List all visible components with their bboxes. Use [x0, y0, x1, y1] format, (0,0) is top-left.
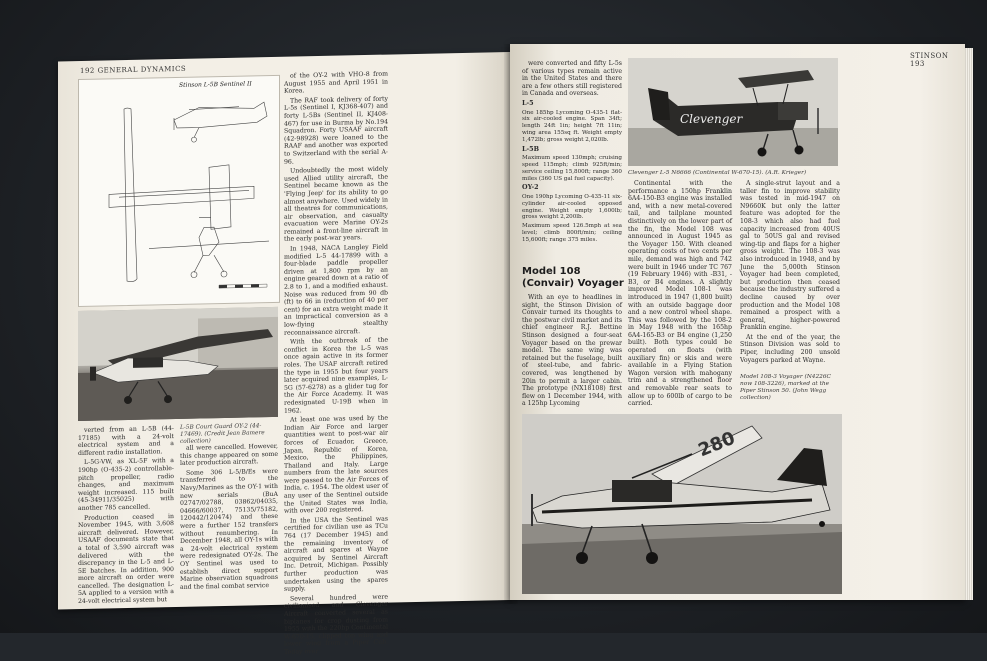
open-book [38, 30, 973, 605]
clevenger-lettering: Clevenger [680, 112, 742, 126]
drawing-label: Stinson L-5B Sentinel II [179, 80, 252, 89]
left-bottom-column-b: all were cancelled. However, this change appeared on some later production aircraft. Some 306 L-5/B/Es were transferred to the Navy/Marines as the OY-1 with new serials (BuA 02747/02788, 03862/04035, 04666/60037, 75135/75182, 120442/120474) and these were a further 152 transfers without renumbering. In December 1948, all OY-1s with a 24-volt electrical system were redesignated OY-2s. The OY Sentinel was used to establish direct support Marine observation squadrons and the final combat service [180, 443, 278, 600]
right-page [510, 44, 965, 600]
left-running-head: 192 GENERAL DYNAMICS [80, 65, 186, 75]
l5-photo-caption: L-5B Court Guard OY-2 (44-17469). (Credit Jean Bamere collection) [180, 423, 278, 446]
three-view-drawing [78, 75, 280, 307]
section-heading-voyager: Model 108 (Convair) Voyager [522, 266, 626, 290]
aircraft-drawing-svg [79, 76, 279, 306]
voyager-registration-lettering: 280 [695, 428, 738, 462]
voyager-photo-caption: Model 108-3 Voyager (N4226C now 108-3226), marked at the Piper Stinson 50. (John Wegg collection) [740, 374, 840, 402]
right-column-3-body: A single-strut layout and a taller fin to improve stability was tested in mid-1947 on N9660K but only the latter feature was adopted for the 108-3 which also had fuel capacity increased from 40US gal to 50US gal and revised wing-tip and flaps for a higher gross weight. The 108-3 was also introduced in 1948, and by June the 5,000th Stinson Voyager had been completed, but production then ceased because the industry suffered a decline caused by over production and the Model 108 remained a prospect with a general, higher-powered Franklin engine. At the end of the year, the Stinson Division was sold to Piper, including 200 unsold Voyagers parked at Wayne. [740, 180, 840, 370]
left-column-right: of the OY-2 with VHO-8 from August 1955 and April 1951 in Korea. The RAF took delivery of forty L-5s (Sentinel I, KJ368-407) and forty L-5Bs (Sentinel II, KJ408-467) for use in Burma by No.194 Squadron. Forty USAAF aircraft (42-98928) were loaned to the RAAF and another was exported to Switzerland with the serial A-96. Undoubtedly the most widely used Allied utility aircraft, the Sentinel became known as the 'Flying Jeep' for its ability to go almost anywhere. Used widely in all theatres for communications, air observation, and casualty evacuation were Marine OY-2s remained a front-line aircraft in the early post-war years. In 1948, NACA Langley Field modified L-5 44-17899 with a four-blade paddle propeller driven at 1,800 rpm by an engine geared down at a ratio of 2.8 to 1, and a modified exhaust. Noise was reduced from 90 db (ft) to 66 in (reduction of 40 per cent) for an extra weight made it an impractical conversion as a low-flying stealthy reconnaissance aircraft. With the outbreak of the conflict in Korea the L-5 was once again active in its former roles. The USAF aircraft retired the type in 1955 but four years later acquired nine examples, L-5G (57-6278) as a glider tug for the Air Force Academy. It was redesignated U-19B when in 1962. At least one was used by the Indian Air Force and larger quantities went to post-war air forces of Ecuador, Greece, Japan, Republic of Korea, Mexico, the Philippines, Thailand and Italy. Large numbers from the late sources were passed to the Air Forces of India, c. 1954. The oldest user of any user of the Sentinel outside the United States was India, with over 200 registered. In the USA the Sentinel was certified for civilian use as TCu 764 (17 December 1945) and the remaining inventory of aircraft and spares at Wayne acquired by Sentinel Aircraft Inc. Detroit, Michigan. Possibly further production was undertaken using the spares supply. Several hundred were civilianised and Clevenger Aircraft converted several as biplanes for crop dusting from 1955 with the 220hp Continental W-670-15, clipped top wing and lower wing from a Piper Cub. Today over [284, 71, 388, 493]
right-column-specs: were converted and fifty L-5s of various types remain active in the United States and there are a few others still registered in Canada and overseas. L-5 One 185hp Lycoming O-435-1 flat-six air-cooled engine. Span 34ft; length 24ft 1in; height 7ft 11in; wing area 155sq ft. Weight empty 1,472lb; gross weight 2,020lb. L-5B Maximum speed 130mph; cruising speed 115mph; climb 925ft/min; service ceiling 15,800ft; range 360 miles (360 US gal fuel capacity). OY-2 One 190hp Lycoming O-435-11 six-cylinder air-cooled opposed engine. Weight empty 1,600lb; gross weight 2,200lb. Maximum speed 126.5mph at sea level; climb 800ft/min; ceiling 15,600ft; range 375 miles. [522, 60, 622, 260]
clevenger-photo-caption: Clevenger L-5 N6666 (Continental W-670-15). (A.R. Krieger) [628, 170, 838, 177]
l5-photo [78, 307, 278, 421]
clevenger-photo [628, 58, 838, 166]
page-edges [965, 48, 973, 600]
voyager-photo [522, 414, 842, 594]
right-column-2-body: Continental with the performance a 150hp Franklin 6A4-150-B3 engine was installed and, with a new metal-covered tail, and tailplane mounted distinctively on the lower part of the fin, the Model 108 was announced in August 1945 as the Voyager 150. With cleaned operating costs of two cents per mile, demand was high and 742 were built in 1946 under TC 767 (19 February 1946) with -B31, -B3, or B4 engines. A slightly improved Model 108-1 was introduced in 1947 (1,800 built) with an outside baggage door and a new control wheel shape. This was followed by the 108-2 in May 1948 with the 165hp 6A4-165-B3 or B4 engine (1,250 built). Both types could be operated on floats (with auxiliary fin) or skis and were available in a Flying Station Wagon version with mahogany trim and a strengthened floor and removable rear seats to allow up to 600lb of cargo to be carried. [628, 180, 732, 404]
left-bottom-column-a: verted from an L-5B (44-17185) with a 24-volt electrical system and a different radio installation. L-5G-VW, as XL-5F with a 190hp (O-435-2) controllable-pitch propeller, radio changes, and maximum weight increased. 115 built (45-34911/35025) with another 785 cancelled. Production ceased in November 1945, with 3,608 aircraft delivered. However, USAAF documents state that a total of 3,590 aircraft was delivered with the discrepancy in the L-5 and L-5E batches. In addition, 900 more aircraft on order were cancelled. The designation L-5A applied to a version with a 24-volt electrical system but [78, 425, 174, 602]
right-running-head: STINSON 193 [910, 52, 965, 68]
left-page [58, 52, 510, 609]
right-column-1-body: With an eye to headlines in sight, the Stinson Division of Convair turned its thoughts to the postwar civil market and its chief engineer R.J. Bettine Stinson designed a four-seat Voyager based on the prewar model. The same wing was retained but the fuselage, built of steel-tube, and fabric-covered, was lengthened by 20in to permit a larger cabin. The prototype (NX18108) first flew on 1 December 1944, with a 125hp Lycoming [522, 294, 622, 404]
